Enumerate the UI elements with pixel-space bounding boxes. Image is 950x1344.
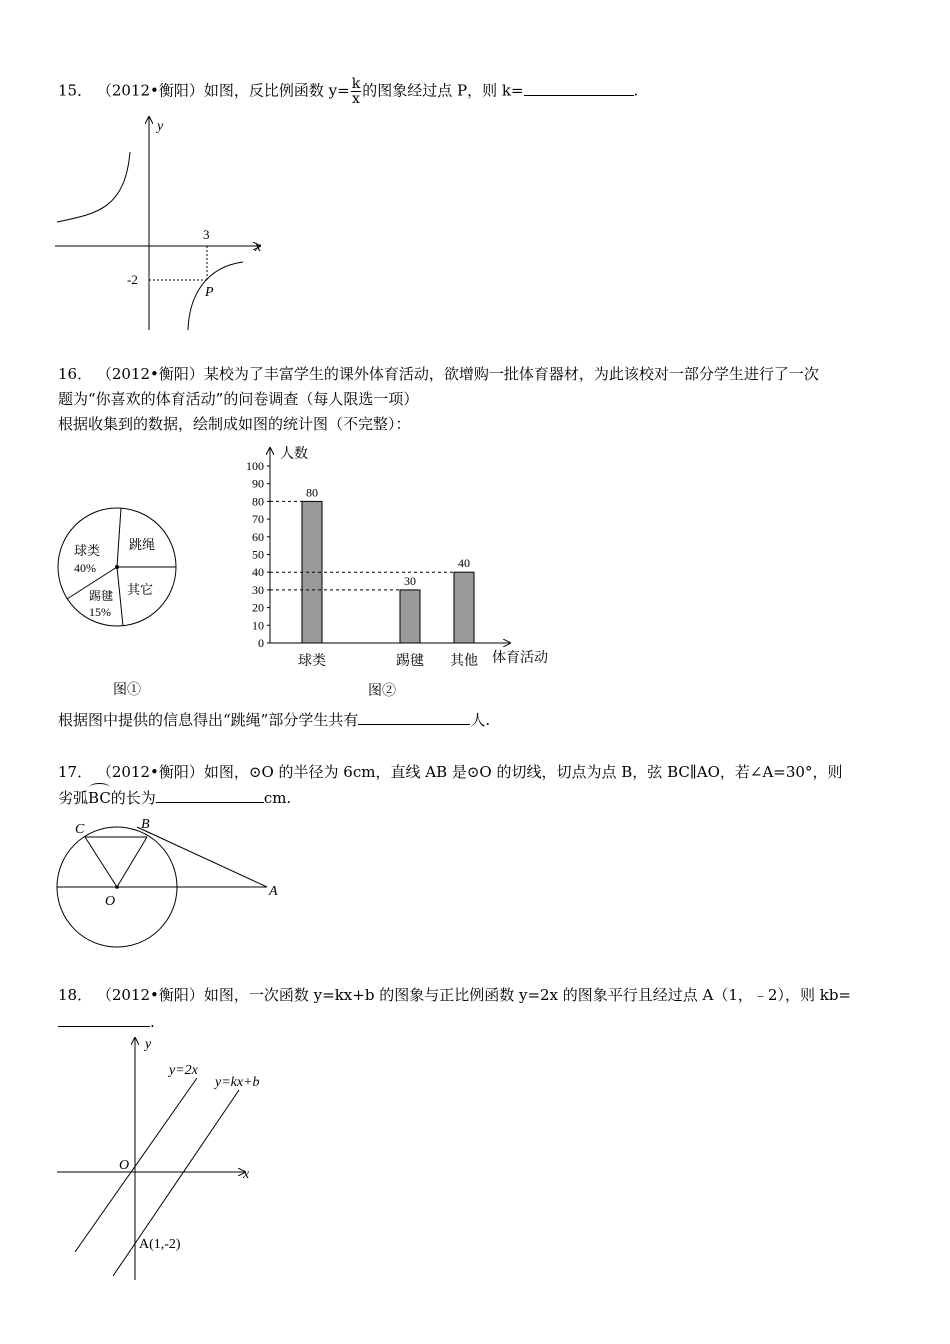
- q15-text-b: 的图象经过点 P，则 k=: [362, 81, 524, 100]
- q18-answer-blank[interactable]: [58, 1012, 150, 1027]
- y-tick-label: 80: [252, 494, 264, 509]
- point-a-label: A(1,-2): [139, 1237, 181, 1252]
- y-tick-label: 50: [252, 547, 264, 562]
- q15-answer-blank[interactable]: [524, 81, 634, 96]
- fraction-denominator: x: [352, 91, 360, 107]
- q17-line1-text: 如图，⊙O 的半径为 6cm，直线 AB 是⊙O 的切线，切点为点 B，弦 BC∥AO，若∠A=30°，则: [203, 763, 843, 781]
- q15-text-a: 如图，反比例函数 y=: [203, 81, 350, 100]
- q15-text-end: .: [633, 81, 639, 100]
- radius-oc: [85, 837, 117, 887]
- tangent-ab: [137, 827, 267, 887]
- fraction-numerator: k: [351, 76, 361, 92]
- center-point: [115, 885, 119, 889]
- bar-category-label: 球类: [298, 654, 326, 669]
- bar-value-label: 80: [306, 485, 318, 500]
- x-axis-label: x: [243, 1167, 250, 1182]
- q18-source: （2012•衡阳）: [96, 986, 204, 1004]
- y-axis-label: y: [145, 1037, 152, 1052]
- q18-line2: [58, 1012, 155, 1032]
- q18-line1: [58, 985, 851, 1005]
- q16-line2: 题为“你喜欢的体育活动”的问卷调查（每人限选一项）: [58, 390, 419, 408]
- q17-answer-blank[interactable]: [156, 788, 264, 803]
- x-axis-label: x: [255, 240, 262, 255]
- q17-number: 17．: [58, 763, 93, 781]
- q17-line2-pre: 劣弧: [58, 789, 89, 807]
- q16-line1-text: 某校为了丰富学生的课外体育活动，欲增购一批体育器材，为此该校对一部分学生进行了一次: [203, 365, 819, 383]
- pie-percent-ball: 40%: [74, 561, 96, 575]
- bar-1: [400, 590, 420, 643]
- q16-question-end: 人.: [470, 711, 491, 729]
- point-p-label: P: [205, 285, 214, 300]
- tick-label-y: -2: [127, 272, 138, 287]
- q15-fraction: [351, 77, 361, 106]
- bar-y-label: 人数: [280, 447, 308, 462]
- q16-answer-blank[interactable]: [358, 710, 470, 725]
- q16-question-text: 根据图中提供的信息得出“跳绳”部分学生共有: [58, 711, 359, 729]
- q16-line3: 根据收集到的数据，绘制成如图的统计图（不完整）：: [58, 415, 411, 433]
- q18-number: 18．: [58, 986, 93, 1004]
- bar-2: [454, 572, 474, 643]
- y-tick-label: 100: [246, 459, 264, 473]
- q16-bar-chart: [228, 440, 568, 705]
- q17-line2-post: cm.: [263, 789, 292, 807]
- y-axis-label: y: [157, 119, 164, 134]
- q15-number: 15．: [58, 81, 93, 100]
- q16-line1: [58, 364, 819, 384]
- bar-caption: 图②: [368, 684, 396, 699]
- arc-bc-label: BC: [88, 789, 111, 807]
- q17-line2: [58, 788, 291, 808]
- y-tick-label: 40: [252, 565, 264, 580]
- y-tick-label: 20: [252, 600, 264, 615]
- q17-line2-mid: 的长为: [110, 789, 156, 807]
- q18-line1-text: 如图，一次函数 y=kx+b 的图象与正比例函数 y=2x 的图象平行且经过点 A（1，﹣2），则 kb=: [203, 986, 852, 1004]
- bar-category-label: 踢毽: [396, 654, 424, 669]
- q17-line1: [58, 762, 842, 782]
- q15-source: （2012•衡阳）: [96, 81, 204, 100]
- q15-text: [58, 77, 638, 106]
- point-a-label: A: [269, 884, 278, 899]
- pie-label-other: 其它: [127, 582, 154, 597]
- q18-linear-graph: [55, 1032, 285, 1284]
- y-tick-label: 0: [258, 636, 264, 650]
- q17-circle-figure: [55, 815, 290, 955]
- hyperbola-branch-right: [188, 262, 243, 330]
- q16-source: （2012•衡阳）: [96, 365, 204, 383]
- pie-label-shuttlecock: 踢毽: [89, 589, 114, 603]
- y-tick-label: 70: [252, 512, 264, 527]
- bar-x-label: 体育活动: [492, 651, 548, 666]
- point-o-label: O: [105, 894, 116, 909]
- radius-ob: [117, 837, 147, 887]
- q17-source: （2012•衡阳）: [96, 763, 204, 781]
- pie-label-ball: 球类: [74, 543, 101, 558]
- line-y-2x: [75, 1078, 197, 1252]
- y-tick-label: 90: [252, 476, 264, 491]
- bar-value-label: 30: [404, 573, 416, 588]
- y-tick-label: 10: [252, 618, 264, 633]
- hyperbola-branch-left: [57, 152, 130, 222]
- line-y-kx-b-label: y=kx+b: [215, 1075, 260, 1090]
- q16-question: [58, 710, 490, 730]
- pie-center: [115, 565, 119, 569]
- q18-line2-end: .: [150, 1013, 155, 1031]
- q16-number: 16．: [58, 365, 93, 383]
- pie-label-rope: 跳绳: [129, 537, 156, 552]
- point-c-label: C: [75, 822, 85, 837]
- y-tick-label: 60: [252, 529, 264, 544]
- origin-label: O: [119, 1158, 130, 1173]
- bar-category-label: 其他: [450, 654, 478, 669]
- tick-label-x: 3: [203, 227, 210, 242]
- point-b-label: B: [141, 817, 150, 832]
- q16-pie-chart: [55, 500, 180, 705]
- bar-value-label: 40: [458, 556, 470, 571]
- y-tick-label: 30: [252, 582, 264, 597]
- pie-caption: 图①: [113, 683, 141, 698]
- line-y-2x-label: y=2x: [169, 1063, 198, 1078]
- pie-percent-shuttlecock: 15%: [89, 605, 111, 619]
- q15-hyperbola-graph: [55, 112, 275, 337]
